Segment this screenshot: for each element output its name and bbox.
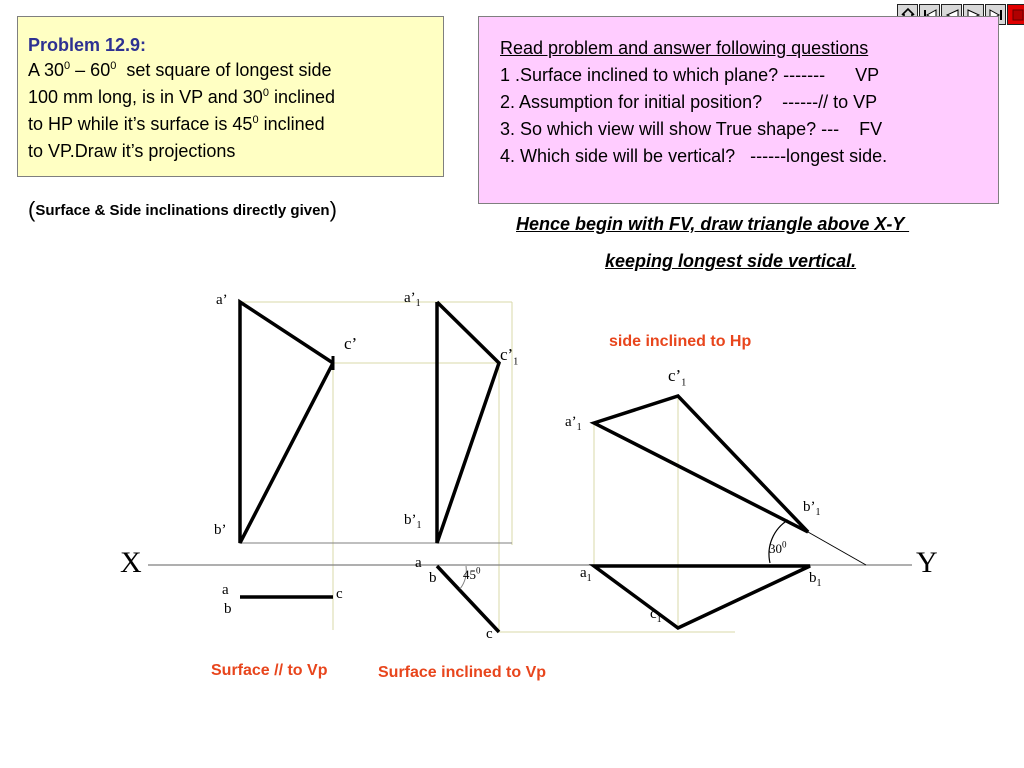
label-v3-c-front: $c’_1$ <box>668 366 687 389</box>
view3-top-triangle <box>594 566 810 628</box>
label-v1-b-front: b’ <box>214 522 227 538</box>
problem-line-3: to HP while it’s surface is $45^0$ inclined <box>28 114 325 134</box>
question-2: 2. Assumption for initial position? ------// to VP <box>500 92 878 112</box>
problem-title: Problem 12.9: <box>28 35 147 55</box>
question-4: 4. Which side will be vertical? ------longest side. <box>500 146 888 166</box>
label-v3-b-front: $b’_1$ <box>803 499 821 518</box>
label-v1-c-front: c’ <box>344 334 358 353</box>
inclination-note: (Surface & Side inclinations directly given) <box>28 197 337 222</box>
label-v1-a-front: a’ <box>216 292 228 308</box>
view3-front-triangle <box>594 396 808 532</box>
label-y: Y <box>916 546 938 579</box>
label-angle-30: $30^0$ <box>769 539 787 556</box>
label-v3-b-top: $b_1$ <box>809 570 822 589</box>
label-v2-a-front: $a’_1$ <box>404 290 421 309</box>
questions-heading: Read problem and answer following questions <box>500 38 869 58</box>
question-1: 1 .Surface inclined to which plane? ------- VP <box>500 65 880 85</box>
caption-surface-inclined-vp: Surface inclined to Vp <box>378 664 547 681</box>
label-v2-c-front: $c’_1$ <box>500 345 519 368</box>
label-x: X <box>120 546 142 579</box>
hint-line-2: keeping longest side vertical. <box>605 251 857 271</box>
view2-front-triangle <box>437 302 499 543</box>
question-3: 3. So which view will show True shape? --- FV <box>500 119 883 139</box>
problem-line-1: A $30^0 - 60^0$ set square of longest side <box>28 60 332 80</box>
label-v1-b-top: b <box>224 601 232 617</box>
caption-side-inclined-hp: side inclined to Hp <box>609 333 752 350</box>
view1-triangle-edges <box>240 302 333 543</box>
problem-line-2: 100 mm long, is in VP and $30^0$ inclined <box>28 87 335 107</box>
label-v2-c-top: c <box>486 626 493 642</box>
label-v1-a-top: a <box>222 582 229 598</box>
label-v3-c-top: $c_1$ <box>650 606 662 625</box>
caption-surface-parallel-vp: Surface // to Vp <box>211 662 328 679</box>
hint-line-1: Hence begin with FV, draw triangle above X-Y <box>516 214 910 234</box>
problem-line-4: to VP.Draw it’s projections <box>28 141 236 161</box>
label-v2-b-top: b <box>429 570 437 586</box>
label-v3-a-front: $a’_1$ <box>565 414 582 433</box>
label-v3-a-top: $a_1$ <box>580 565 592 584</box>
label-angle-45: $45^0$ <box>463 565 481 582</box>
view3-extension-line <box>808 532 866 565</box>
view1-front-triangle <box>240 302 333 543</box>
label-v2-b-front: $b’_1$ <box>404 512 422 531</box>
label-v2-a-top: a <box>415 555 422 571</box>
label-v1-c-top: c <box>336 586 343 602</box>
